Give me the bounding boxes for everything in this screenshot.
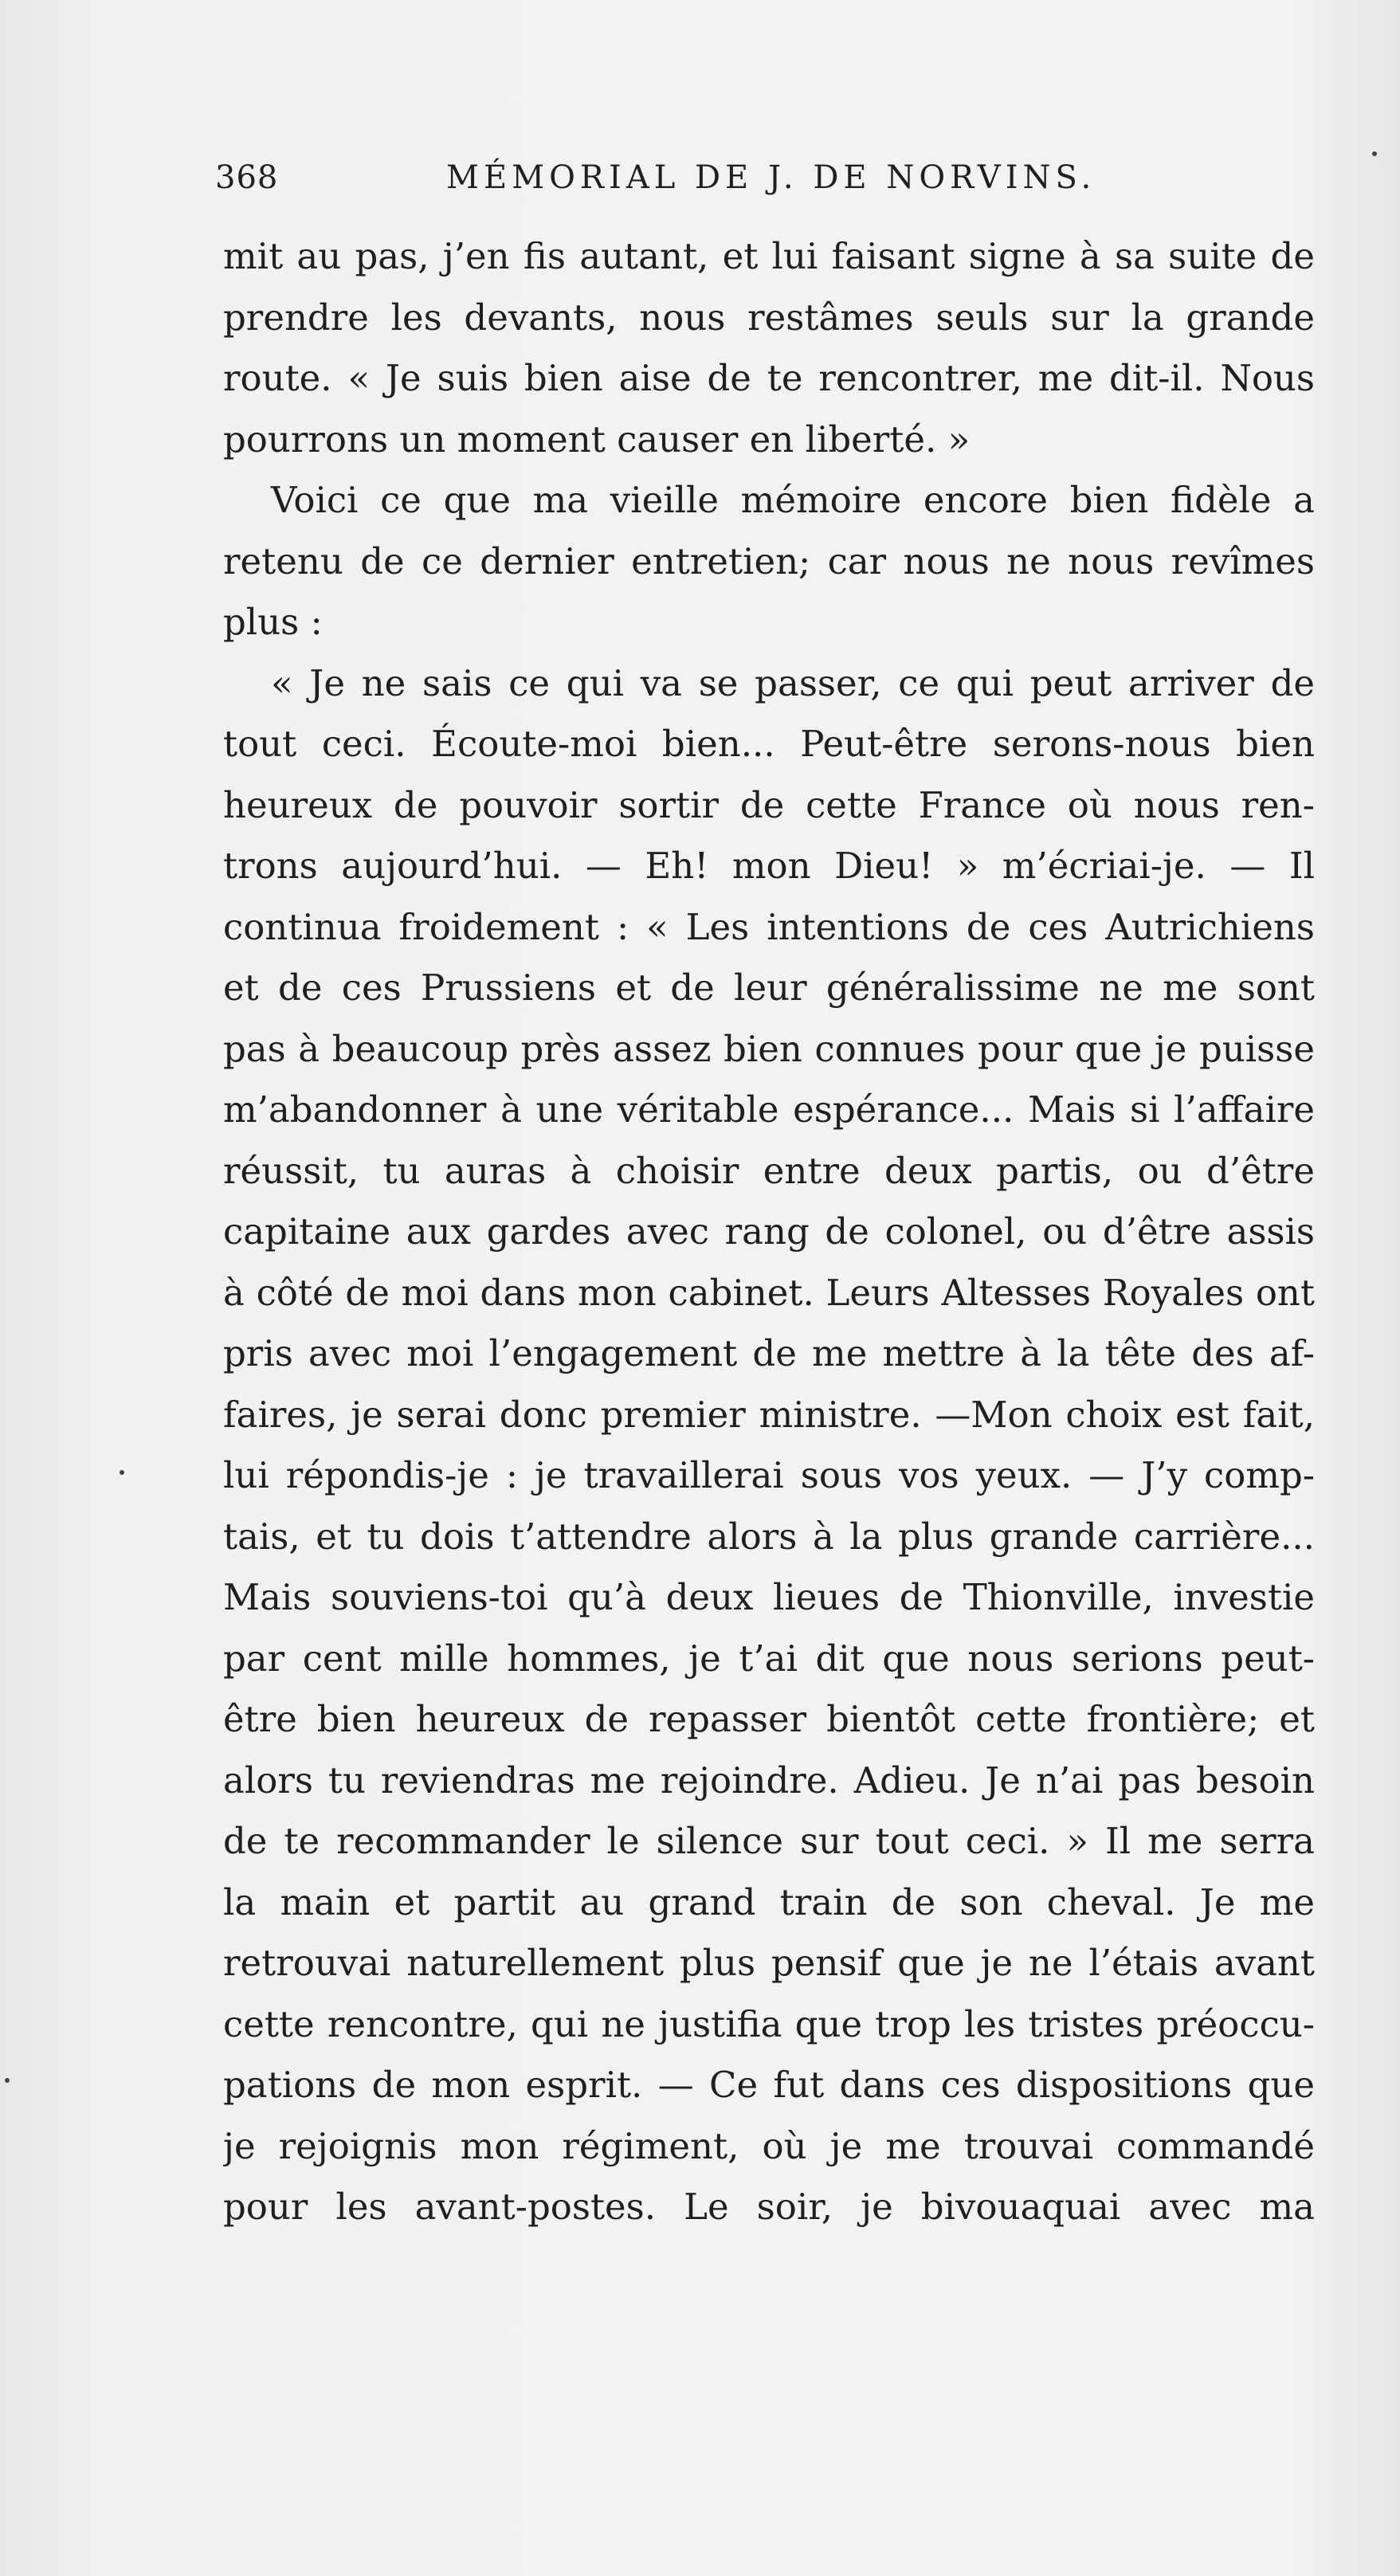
text-line: de te recommander le silence sur tout ceci. » Il me serra (223, 1820, 1315, 1862)
text-line: continua froidement : « Les intentions de ces Autrichiens (223, 905, 1315, 948)
text-line: m’abandonner à une véritable espérance... Mais si l’affaire (223, 1088, 1315, 1131)
text-line: retenu de ce dernier entretien; car nous ne nous revîmes (223, 539, 1315, 582)
text-line: je rejoignis mon régiment, où je me trouvai commandé (223, 2124, 1315, 2167)
margin-speck (1372, 151, 1377, 156)
text-line: pris avec moi l’engagement de me mettre à la tête des af- (223, 1332, 1315, 1374)
text-line: pations de mon esprit. — Ce fut dans ces dispositions que (223, 2064, 1315, 2106)
text-line: réussit, tu auras à choisir entre deux partis, ou d’être (223, 1149, 1315, 1192)
text-line: par cent mille hommes, je t’ai dit que nous serions peut- (223, 1637, 1315, 1680)
text-line: pourrons un moment causer en liberté. » (223, 418, 971, 461)
text-line: heureux de pouvoir sortir de cette France où nous ren- (223, 783, 1315, 826)
text-line: plus : (223, 601, 323, 643)
text-line: prendre les devants, nous restâmes seuls sur la grande (223, 296, 1315, 339)
text-line: pour les avant-postes. Le soir, je bivouaquai avec ma (223, 2186, 1315, 2228)
text-line: Voici ce que ma vieille mémoire encore bien fidèle a (271, 479, 1315, 521)
text-line: être bien heureux de repasser bientôt cette frontière; et (223, 1698, 1315, 1740)
text-line: tout ceci. Écoute-moi bien... Peut-être serons-nous bien (223, 723, 1315, 765)
text-line: « Je ne sais ce qui va se passer, ce qui peut arriver de (271, 661, 1315, 704)
paragraph-1 (223, 226, 1315, 470)
text-line: faires, je serai donc premier ministre. —Mon choix est fait, (223, 1393, 1315, 1436)
body-text (223, 226, 1315, 2238)
text-line: tais, et tu dois t’attendre alors à la plus grande carrière... (223, 1515, 1315, 1558)
text-line: à côté de moi dans mon cabinet. Leurs Altesses Royales ont (223, 1271, 1315, 1314)
text-line: alors tu reviendras me rejoindre. Adieu. Je n’ai pas besoin (223, 1759, 1315, 1802)
text-line: la main et partit au grand train de son cheval. Je me (223, 1880, 1315, 1923)
text-line: pas à beaucoup près assez bien connues pour que je puisse (223, 1027, 1315, 1070)
text-line: lui répondis-je : je travaillerai sous vos yeux. — J’y comp- (223, 1454, 1315, 1496)
paragraph-2 (223, 470, 1315, 653)
margin-speck (120, 1470, 124, 1475)
text-line: capitaine aux gardes avec rang de colonel, ou d’être assis (223, 1210, 1315, 1253)
text-line: cette rencontre, qui ne justifia que trop les tristes préoccu- (223, 2002, 1315, 2045)
text-line: trons aujourd’hui. — Eh! mon Dieu! » m’écriai-je. — Il (223, 845, 1315, 887)
text-line: Mais souviens-toi qu’à deux lieues de Thionville, investie (223, 1576, 1315, 1618)
text-line: et de ces Prussiens et de leur généralissime ne me sont (223, 966, 1315, 1009)
page-header (215, 159, 1315, 207)
margin-speck (5, 2078, 10, 2083)
text-line: route. « Je suis bien aise de te rencontrer, me dit-il. Nous (223, 357, 1315, 399)
text-line: retrouvai naturellement plus pensif que je ne l’étais avant (223, 1942, 1315, 1984)
running-title: MÉMORIAL DE J. DE NORVINS. (446, 159, 1096, 196)
page-number: 368 (215, 159, 279, 196)
paragraph-3 (223, 653, 1315, 2238)
text-line: mit au pas, j’en fis autant, et lui faisant signe à sa suite de (223, 235, 1315, 277)
